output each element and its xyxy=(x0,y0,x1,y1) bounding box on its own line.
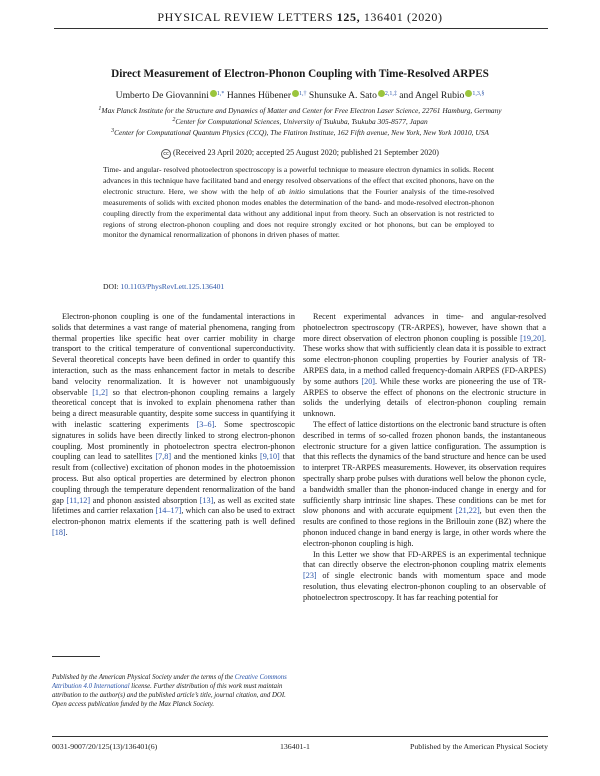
right-column xyxy=(303,312,546,604)
citation-link[interactable]: [20] xyxy=(361,376,376,386)
doi-link[interactable]: 10.1103/PhysRevLett.125.136401 xyxy=(120,282,225,291)
author-affil-mark: 1,† xyxy=(299,91,307,97)
affil-text: Center for Computational Sciences, University of Tsukuba, Tsukuba 305-8577, Japan xyxy=(175,117,428,126)
author-affil-mark: 1,3,§ xyxy=(472,91,485,97)
journal-name: PHYSICAL REVIEW LETTERS xyxy=(157,10,334,24)
author-name[interactable]: Shunsuke A. Sato xyxy=(308,90,377,101)
creative-commons-icon[interactable]: cc xyxy=(161,149,171,159)
citation-link[interactable]: [19,20] xyxy=(520,333,544,343)
affil-number: 3 xyxy=(111,128,115,134)
citation-link[interactable]: [9,10] xyxy=(259,452,280,462)
affil-number: 1 xyxy=(98,106,102,112)
author-affil-mark: 2,1,‡ xyxy=(384,91,397,97)
citation-link[interactable]: [7,8] xyxy=(155,452,172,462)
page-number: 136401-1 xyxy=(280,742,310,751)
author-list xyxy=(0,90,600,101)
citation-link[interactable]: [14–17] xyxy=(155,506,182,516)
citation-link[interactable]: [23] xyxy=(303,571,317,581)
left-column xyxy=(52,312,295,539)
header-rule xyxy=(54,28,548,29)
footer-rule xyxy=(52,736,548,737)
doi-label: DOI: xyxy=(103,282,119,291)
citation-link[interactable]: [3–6] xyxy=(196,419,215,429)
citation-link[interactable]: [18] xyxy=(52,527,66,537)
license-link[interactable]: Creative Commons Attribution 4.0 International xyxy=(52,674,287,690)
abstract-text: simulations that the Fourier analysis of the time-resolved measurements of solids with excited phonon modes enables the determination of the band- and mode-resolved electron-phonon coupling directly from the experimental data without any additional input from theory. Such an observation is not restricted to regions of strong electron-phonon coupling and does not require strongly excited or hot phonons, but can be employed to monitor the dynamical renormalization of phonons in driven phases of matter. xyxy=(103,186,494,240)
publisher: Published by the American Physical Society xyxy=(410,742,548,751)
received-text: (Received 23 April 2020; accepted 25 August 2020; published 21 September 2020) xyxy=(173,148,439,157)
citation-link[interactable]: [13] xyxy=(199,495,214,505)
article-code: 0031-9007/20/125(13)/136401(6) xyxy=(52,742,158,751)
author-name[interactable]: Hannes Hübener xyxy=(226,90,292,101)
doi xyxy=(103,282,224,291)
abstract-italic: ab initio xyxy=(277,186,306,196)
affiliation-3 xyxy=(0,126,600,138)
citation-link[interactable]: [1,2] xyxy=(92,387,108,397)
affil-text: Max Planck Institute for the Structure and Dynamics of Matter and Center for Free Electron Laser Science, 22761 Hamburg, Germany xyxy=(101,106,502,115)
body-paragraph: Electron-phonon coupling is one of the fundamental interactions in solids that determines a vast range of material phenomena, ranging from thermal properties like specific heat over carrier mobility in charge transport to the critical temperature of conventional superconductivity. Several theoretical concepts have been defined in order to quantify this interaction, such as the mass enhancement factor in metals to describe band velocity renormalization. It is however not unambiguously observable [1,2] so that electron-phonon coupling remains a largely theoretical concept that is invoked to explain phenomena rather than being a direct measurable quantity, despite some success in quantifying it with inelastic scattering experiments [3–6]. Some spectroscopic signatures in solids have been directly linked to strong electron-phonon coupling. Most prominently in photoelectron spectra electron-phonon coupling can lead to satellites [7,8] and the mentioned kinks [9,10] that result from (collective) excitation of phonon modes in the photoemission process. But also optical properties are determined by electron phonon coupling through the temperature dependent renormalization of the band gap [11,12] and phonon assisted absorption [13], as well as excited state lifetimes and carrier relaxation [14–17], which can also be used to extract electron-phonon matrix elements if the scattering path is well defined [18]. xyxy=(52,312,296,537)
abstract xyxy=(103,165,494,241)
orcid-icon[interactable] xyxy=(210,90,217,97)
article-number: 136401 (2020) xyxy=(363,10,443,24)
body-paragraph: Recent experimental advances in time- and angular-resolved photoelectron spectroscopy (TR-ARPES), however, have shown that a more direct observation of electron phonon coupling is possible [19,20]. These works show that with sufficiently clean data it is possible to extract some electron-phonon coupling properties by Fourier analysis of TR-ARPES data, in a method called frequency-domain ARPES (FD-ARPES) by some authors [20]. While these works are pioneering the use of TR-ARPES to observe the effect of phonons on the electronic structure in solids the underlying details of electron-phonon coupling remain unknown. xyxy=(303,312,546,419)
running-head xyxy=(0,10,600,25)
author-name[interactable]: Angel Rubio xyxy=(415,90,465,101)
body-paragraph: In this Letter we show that FD-ARPES is an experimental technique that can directly observe the electron-phonon coupling matrix elements [23] of single electronic bands with momentum space and mode resolution, thus elevating electron-phonon coupling to an observable of photoelectron spectroscopy. It has far reaching potential for xyxy=(303,549,546,602)
article-title: Direct Measurement of Electron-Phonon Coupling with Time-Resolved ARPES xyxy=(111,68,489,80)
license-footnote: Published by the American Physical Society under the terms of the Creative Commons Attribution 4.0 International license. Further distribution of this work must maintain attribution to the author(s) and the published article’s title, journal citation, and DOI. Open access publication funded by the Max Planck Society. xyxy=(52,674,287,708)
affil-text: Center for Computational Quantum Physics (CCQ), The Flatiron Institute, 162 Fifth avenue, New York, New York 10010, USA xyxy=(114,128,489,137)
orcid-icon[interactable] xyxy=(378,90,385,97)
author-connector: and xyxy=(399,90,414,101)
affil-number: 2 xyxy=(172,117,176,123)
footnote-rule xyxy=(52,656,100,657)
citation-link[interactable]: [21,22] xyxy=(455,506,480,516)
journal-volume: 125, xyxy=(336,10,361,24)
body-paragraph: The effect of lattice distortions on the electronic band structure is often described in terms of so-called frozen phonon bands, the instantaneous electronic structure for a given lattice configuration. The assumption is that this reflects the dynamics of the band structure and hence can be used to interpret TR-ARPES measurements. However, its observation requires spectrally sharp probe pulses with durations well below the phonon cycle, a bandwidth smaller than the phonon-induced change in energy and for sufficiently sharp intrinsic line shapes. These conditions can be met for slow phonons and with accurate equipment [21,22], but even then the results are confined to those regions in the Brillouin zone (BZ) where the phonon induced change in band energy is large, in other words where the electron-phonon coupling is high. xyxy=(303,419,546,548)
author-name[interactable]: Umberto De Giovannini xyxy=(115,90,209,101)
citation-link[interactable]: [11,12] xyxy=(66,495,91,505)
author-affil-mark: 1,* xyxy=(216,91,225,97)
received-dates xyxy=(0,148,600,159)
orcid-icon[interactable] xyxy=(292,90,299,97)
abstract-text: Time- and angular- resolved photoelectron spectroscopy is a powerful technique to measure electron dynamics in solids. Recent advances in this technique have facilitated band and energy resolved observations of the effect that excited phonons, have on the electronic structure. Here, we show with the help of xyxy=(103,165,494,196)
